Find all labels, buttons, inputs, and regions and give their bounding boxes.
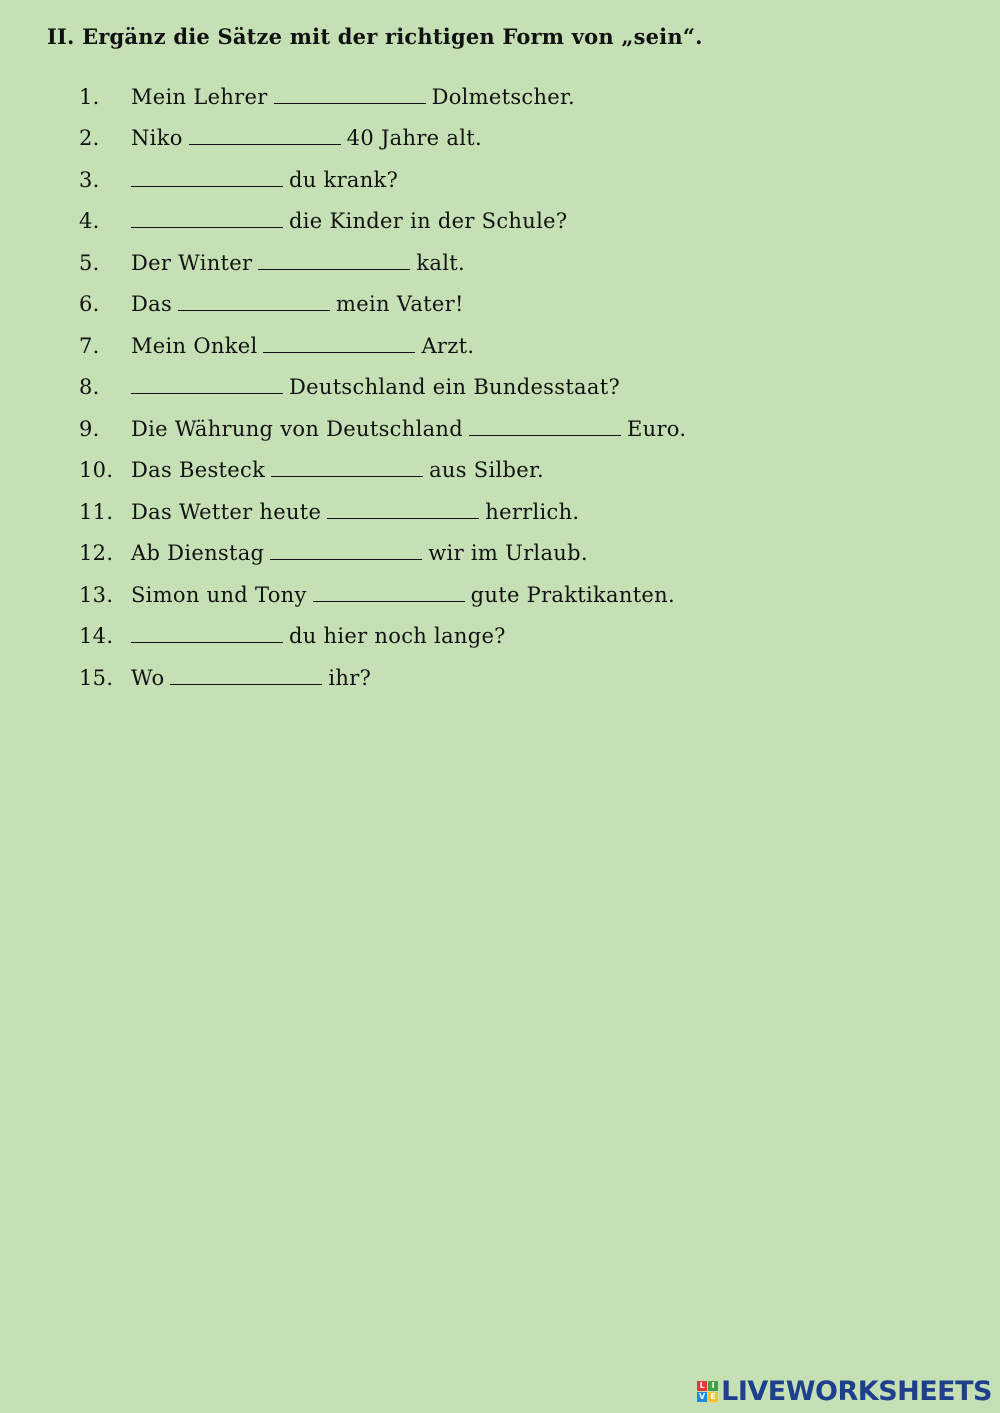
answer-blank[interactable] bbox=[270, 541, 422, 560]
logo-letter: L bbox=[697, 1381, 707, 1391]
sentence-start: Mein Onkel bbox=[131, 333, 258, 358]
liveworksheets-logo bbox=[697, 1376, 992, 1407]
logo-text: LIVEWORKSHEETS bbox=[721, 1376, 992, 1407]
item-number: 3. bbox=[79, 167, 100, 192]
sentence-end: gute Praktikanten. bbox=[470, 582, 675, 607]
exercise-item bbox=[79, 491, 686, 533]
sentence bbox=[131, 417, 686, 441]
sentence bbox=[131, 624, 506, 648]
sentence-start: Simon und Tony bbox=[131, 582, 307, 607]
sentence-start: Wo bbox=[131, 665, 165, 690]
item-number: 2. bbox=[79, 126, 100, 151]
exercise-item bbox=[79, 242, 686, 284]
item-number: 6. bbox=[79, 292, 100, 317]
item-number: 7. bbox=[79, 333, 100, 358]
sentence bbox=[131, 666, 371, 690]
worksheet-heading: II. Ergänz die Sätze mit der richtigen Form von „sein“. bbox=[47, 24, 703, 49]
sentence-end: Dolmetscher. bbox=[431, 84, 576, 109]
sentence-end: du hier noch lange? bbox=[289, 624, 506, 649]
item-number: 4. bbox=[79, 209, 100, 234]
item-number: 1. bbox=[79, 84, 100, 109]
logo-letter: V bbox=[699, 1392, 706, 1401]
exercise-item bbox=[79, 118, 686, 160]
item-number: 11. bbox=[79, 499, 114, 524]
exercise-item bbox=[79, 284, 686, 326]
item-number: 10. bbox=[79, 458, 114, 483]
sentence bbox=[131, 209, 567, 233]
sentence-end: wir im Urlaub. bbox=[428, 541, 588, 566]
sentence-end: Arzt. bbox=[421, 333, 475, 358]
sentence-end: 40 Jahre alt. bbox=[346, 126, 482, 151]
answer-blank[interactable] bbox=[131, 168, 283, 187]
sentence-start: Ab Dienstag bbox=[131, 541, 265, 566]
exercise-item bbox=[79, 76, 686, 118]
exercise-item bbox=[79, 367, 686, 409]
sentence bbox=[131, 85, 575, 109]
item-number: 12. bbox=[79, 541, 114, 566]
sentence bbox=[131, 334, 474, 358]
sentence-start: Die Währung von Deutschland bbox=[131, 416, 463, 441]
sentence bbox=[131, 583, 675, 607]
sentence-end: aus Silber. bbox=[429, 458, 545, 483]
sentence bbox=[131, 168, 398, 192]
exercise-list bbox=[79, 76, 686, 699]
exercise-item bbox=[79, 159, 686, 201]
sentence bbox=[131, 292, 464, 316]
sentence-end: ihr? bbox=[328, 665, 372, 690]
exercise-item bbox=[79, 450, 686, 492]
answer-blank[interactable] bbox=[178, 292, 330, 311]
item-number: 13. bbox=[79, 582, 114, 607]
answer-blank[interactable] bbox=[170, 666, 322, 685]
exercise-item bbox=[79, 408, 686, 450]
answer-blank[interactable] bbox=[131, 624, 283, 643]
answer-blank[interactable] bbox=[131, 209, 283, 228]
answer-blank[interactable] bbox=[274, 85, 426, 104]
sentence-start: Das Besteck bbox=[131, 458, 266, 483]
item-number: 15. bbox=[79, 665, 114, 690]
answer-blank[interactable] bbox=[313, 583, 465, 602]
item-number: 5. bbox=[79, 250, 100, 275]
sentence-end: kalt. bbox=[416, 250, 465, 275]
sentence-start: Niko bbox=[131, 126, 183, 151]
sentence bbox=[131, 541, 588, 565]
sentence-start: Der Winter bbox=[131, 250, 253, 275]
sentence bbox=[131, 375, 620, 399]
exercise-item bbox=[79, 574, 686, 616]
exercise-item bbox=[79, 201, 686, 243]
sentence-end: Euro. bbox=[626, 416, 687, 441]
sentence bbox=[131, 251, 465, 275]
item-number: 8. bbox=[79, 375, 100, 400]
sentence-end: die Kinder in der Schule? bbox=[289, 209, 568, 234]
item-number: 14. bbox=[79, 624, 114, 649]
sentence-end: mein Vater! bbox=[336, 292, 464, 317]
exercise-item bbox=[79, 533, 686, 575]
sentence bbox=[131, 458, 544, 482]
answer-blank[interactable] bbox=[263, 334, 415, 353]
answer-blank[interactable] bbox=[327, 500, 479, 519]
sentence-end: du krank? bbox=[289, 167, 399, 192]
exercise-item bbox=[79, 657, 686, 699]
sentence-start: Das Wetter heute bbox=[131, 499, 322, 524]
answer-blank[interactable] bbox=[469, 417, 621, 436]
logo-letter: I bbox=[708, 1381, 718, 1391]
logo-letter: E bbox=[708, 1392, 718, 1402]
sentence bbox=[131, 126, 482, 150]
sentence bbox=[131, 500, 579, 524]
sentence-start: Mein Lehrer bbox=[131, 84, 268, 109]
item-number: 9. bbox=[79, 416, 100, 441]
exercise-item bbox=[79, 325, 686, 367]
answer-blank[interactable] bbox=[271, 458, 423, 477]
answer-blank[interactable] bbox=[258, 251, 410, 270]
sentence-end: herrlich. bbox=[485, 499, 580, 524]
answer-blank[interactable] bbox=[131, 375, 283, 394]
liveworksheets-logo-icon bbox=[697, 1381, 718, 1402]
sentence-start: Das bbox=[131, 292, 173, 317]
sentence-end: Deutschland ein Bundesstaat? bbox=[289, 375, 620, 400]
answer-blank[interactable] bbox=[189, 126, 341, 145]
exercise-item bbox=[79, 616, 686, 658]
